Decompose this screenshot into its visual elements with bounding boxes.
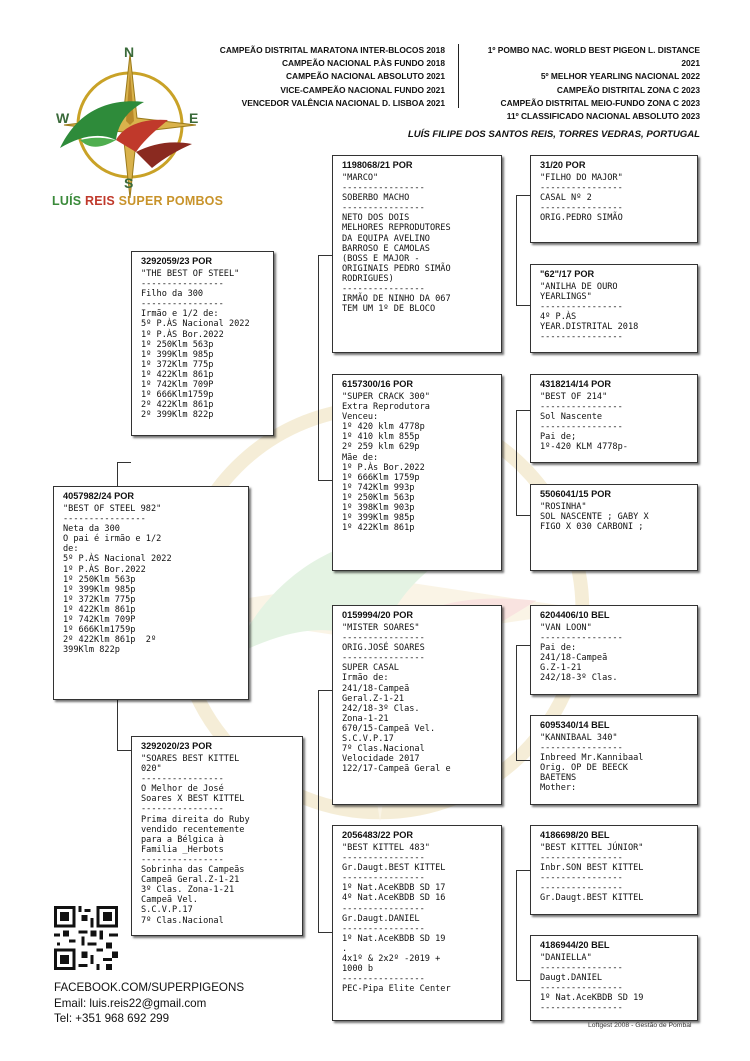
email-link[interactable]: Email: luis.reis22@gmail.com: [54, 996, 207, 1010]
card-line: ----------------: [141, 774, 224, 785]
compass-letter-n: N: [124, 44, 135, 60]
card-line: "SUPER CRACK 300": [342, 392, 430, 402]
title-left-5: VENCEDOR VALÊNCIA NACIONAL D. LISBOA 2021: [241, 97, 445, 108]
brand-name: [52, 194, 223, 208]
title-left-2: CAMPEÃO NACIONAL P.ÀS FUNDO 2018: [281, 58, 445, 69]
card-line: "BEST KITTEL 483": [342, 843, 430, 853]
footer-credit: Loftgest 2008 - Gestão de Pombal: [588, 1022, 692, 1029]
compass-letter-w: W: [56, 110, 70, 126]
card-line: 1º 399Klm 985p: [63, 584, 136, 595]
card-line: "FILHO DO MAJOR": [540, 173, 623, 183]
ring-number: "62"/17 POR: [540, 269, 595, 279]
brand-word-2: REIS: [84, 194, 115, 208]
card-ssd: [530, 264, 698, 353]
card-line: 1º 372Klm 775p: [63, 594, 136, 605]
card-line: ----------------: [141, 804, 224, 815]
card-dam-sire: [332, 605, 502, 805]
card-line: 1º 742Klm 709P: [63, 615, 136, 626]
compass-letter-s: S: [124, 175, 134, 191]
card-line: 241/18-Campeã: [342, 683, 410, 694]
card-line: S.C.V.P.17: [141, 905, 193, 916]
card-line: ----------------: [540, 332, 623, 343]
qr-code-icon: [54, 906, 118, 970]
card-line: ----------------: [141, 299, 224, 310]
card-line: "SOARES BEST KITTEL: [141, 754, 240, 764]
card-line: ----------------: [342, 903, 425, 914]
card-line: ----------------: [342, 974, 425, 985]
card-line: ORIGINAIS PEDRO SIMÃO: [342, 263, 451, 274]
titles-left: [210, 44, 445, 110]
contact-block: [54, 980, 244, 1027]
card-line: 1º P.ÀS Bor.2022: [63, 564, 146, 575]
card-dam-dam: [332, 825, 502, 1021]
title-right-2: 5º MELHOR YEARLING NACIONAL 2022: [540, 71, 700, 82]
card-line: 2º 399Klm 822p: [141, 410, 214, 421]
card-line: ORIG.PEDRO SIMÃO: [540, 213, 623, 224]
connector: [516, 195, 530, 196]
card-line: 1º 666Klm1759p: [141, 390, 214, 401]
card-line: Familia _Herbots: [141, 844, 224, 855]
titles-divider: [458, 44, 459, 108]
card-line: 7º Clas.Nacional: [141, 915, 224, 926]
card-line: 1º 250Klm 563p: [63, 574, 136, 585]
card-line: Soares X BEST KITTEL: [141, 794, 245, 805]
card-line: ----------------: [540, 743, 623, 754]
card-line: "ANILHA DE OURO: [540, 282, 618, 292]
card-line: Neta da 300: [63, 524, 120, 535]
card-line: 4x1º & 2x2º -2019 +: [342, 954, 441, 965]
ring-number: 6157300/16 POR: [342, 379, 414, 389]
card-line: ----------------: [540, 203, 623, 214]
card-line: para a Bélgica à: [141, 834, 224, 845]
connector: [516, 305, 530, 306]
card-line: Gr.Daugt.BEST KITTEL: [342, 863, 446, 874]
connector: [318, 480, 332, 481]
connector: [318, 255, 319, 480]
card-line: RODRIGUES): [342, 273, 394, 284]
card-line: 1º Nat.AceKBDB SD 17: [342, 883, 446, 894]
card-line: O pai é irmão e 1/2: [63, 534, 162, 545]
card-line: 1º 372Klm 775p: [141, 359, 214, 370]
card-line: 1º 742Klm 993p: [342, 482, 415, 493]
card-line: ----------------: [540, 633, 623, 644]
facebook-link[interactable]: FACEBOOK.COM/SUPERPIGEONS: [54, 981, 245, 994]
card-line: BAETENS: [540, 773, 577, 784]
card-sire-dam: [332, 374, 502, 571]
card-line: 670/15-Campeã Vel.: [342, 723, 436, 734]
card-line: ----------------: [540, 1003, 623, 1014]
card-line: ----------------: [342, 633, 425, 644]
card-line: S.C.V.P.17: [342, 734, 394, 745]
card-line: DA EQUIPA AVELINO: [342, 233, 430, 244]
connector: [516, 760, 530, 761]
card-line: 1º 666Klm 1759p: [342, 472, 420, 483]
card-line: ----------------: [342, 284, 425, 295]
card-sdd: [530, 484, 698, 571]
card-line: Venceu:: [342, 412, 379, 423]
card-line: Mãe de:: [342, 452, 379, 463]
card-line: Geral.Z-1-21: [342, 693, 405, 704]
card-ddd: [530, 935, 698, 1021]
card-line: SUPER CASAL: [342, 663, 399, 674]
card-line: CASAL Nº 2: [540, 193, 592, 204]
card-line: 1º P.Às Bor.2022: [342, 462, 425, 473]
card-line: 4º Nat.AceKBDB SD 16: [342, 893, 446, 904]
card-line: ----------------: [540, 183, 623, 194]
card-line: IRMÃO DE NINHO DA 067: [342, 294, 451, 305]
card-line: "THE BEST OF STEEL": [141, 269, 240, 279]
connector: [318, 690, 319, 932]
card-line: 5º P.ÀS Nacional 2022: [141, 319, 250, 330]
connector: [516, 410, 517, 515]
connector: [516, 515, 530, 516]
ring-number: 3292059/23 POR: [141, 256, 213, 266]
title-left-4: VICE-CAMPEÃO NACIONAL FUNDO 2021: [280, 84, 445, 95]
connector: [117, 462, 131, 463]
card-line: 2º 422Klm 861p: [141, 400, 214, 411]
ring-number: 6204406/10 BEL: [540, 610, 610, 620]
card-line: 1º Nat.AceKBDB SD 19: [342, 933, 446, 944]
card-line: .: [342, 943, 348, 954]
brand-word-1: LUÍS: [52, 194, 82, 208]
card-line: ----------------: [540, 402, 623, 413]
card-line: YEAR.DISTRITAL 2018: [540, 322, 639, 333]
card-subject: [53, 486, 249, 700]
card-line: Zona-1-21: [342, 713, 389, 724]
card-line: Campeã Geral.Z-1-21: [141, 875, 240, 886]
card-line: ----------------: [342, 183, 425, 194]
card-line: Irmão e 1/2 de:: [141, 309, 219, 320]
connector: [516, 870, 530, 871]
ring-number: 31/20 POR: [540, 160, 586, 170]
card-line: BARROSO E CAMOLAS: [342, 243, 430, 254]
title-right-4: CAMPEÃO DISTRITAL MEIO-FUNDO ZONA C 2023: [500, 97, 700, 108]
card-line: "MISTER SOARES": [342, 623, 420, 633]
card-line: PEC-Pipa Elite Center: [342, 984, 451, 995]
card-line: Velocidade 2017: [342, 754, 420, 765]
card-line: ----------------: [141, 854, 224, 865]
card-line: 399Klm 822p: [63, 645, 120, 656]
card-line: 242/18-3º Clas.: [540, 673, 618, 684]
card-line: 1º 399Klm 985p: [141, 349, 214, 360]
title-left-3: CAMPEÃO NACIONAL ABSOLUTO 2021: [286, 71, 445, 82]
card-line: ----------------: [540, 422, 623, 433]
card-line: 1º 742Klm 709P: [141, 380, 214, 391]
card-line: 1º 422Klm 861p: [342, 523, 415, 534]
card-line: 5º P.ÀS Nacional 2022: [63, 554, 172, 565]
connector: [516, 410, 530, 411]
card-line: 1º 422Klm 861p: [141, 369, 214, 380]
card-line: O Melhor de José: [141, 784, 224, 795]
title-left-1: CAMPEÃO DISTRITAL MARATONA INTER-BLOCOS 2018: [219, 45, 445, 55]
card-line: 242/18-3º Clas.: [342, 703, 420, 714]
card-line: G.Z-1-21: [540, 663, 582, 674]
card-line: ----------------: [342, 653, 425, 664]
connector: [318, 932, 332, 933]
card-line: 4º P.ÀS: [540, 312, 577, 323]
card-line: Pai de;: [540, 432, 577, 443]
card-sds: [530, 374, 698, 463]
card-line: Irmão de:: [342, 673, 389, 684]
connector: [516, 645, 530, 646]
card-sire-sire: [332, 155, 502, 353]
connector: [516, 645, 517, 760]
title-right-1: 1º POMBO NAC. WORLD BEST PIGEON L. DISTANCE 2021: [487, 45, 700, 69]
card-dsd: [530, 715, 698, 805]
card-line: de:: [63, 544, 79, 555]
card-line: ----------------: [342, 203, 425, 214]
card-line: Gr.Daugt.DANIEL: [342, 913, 420, 924]
card-line: NETO DOS DOIS: [342, 213, 410, 224]
card-line: Campeã Vel.: [141, 895, 198, 906]
card-line: ----------------: [540, 963, 623, 974]
card-line: Extra Reprodutora: [342, 402, 430, 413]
card-line: 1º 666Klm1759p: [63, 625, 136, 636]
card-dds: [530, 825, 698, 915]
card-dss: [530, 605, 698, 695]
connector: [516, 195, 517, 305]
card-line: Sobrinha das Campeãs: [141, 865, 245, 876]
card-line: "MARCO": [342, 173, 379, 183]
card-line: 1º Nat.AceKBDB SD 19: [540, 993, 644, 1004]
card-line: Pai de:: [540, 643, 577, 654]
connector: [516, 870, 517, 980]
card-line: 1º 420 klm 4778p: [342, 422, 425, 433]
card-sire: [131, 251, 274, 436]
card-line: 1º 398Klm 903p: [342, 503, 415, 514]
card-line: ----------------: [540, 873, 623, 884]
ring-number: 3292020/23 POR: [141, 741, 213, 751]
card-line: Daugt.DANIEL: [540, 973, 603, 984]
card-line: Inbr.SON BEST KITTEL: [540, 863, 644, 874]
card-line: "BEST KITTEL JÚNIOR": [540, 843, 644, 853]
card-line: 3º Clas. Zona-1-21: [141, 885, 235, 896]
titles-right: [470, 44, 700, 123]
card-line: "VAN LOON": [540, 623, 592, 633]
title-right-3: CAMPEÃO DISTRITAL ZONA C 2023: [556, 84, 700, 95]
card-line: 1000 b: [342, 964, 374, 975]
card-line: (BOSS E MAJOR -: [342, 253, 420, 264]
card-dam: [131, 736, 303, 936]
card-line: "BEST OF 214": [540, 392, 608, 402]
card-sss: [530, 155, 698, 243]
card-line: FIGO X 030 CARBONI ;: [540, 522, 644, 533]
card-line: MELHORES REPRODUTORES: [342, 223, 451, 234]
card-line: ----------------: [540, 983, 623, 994]
card-line: 1º-420 KLM 4778p-: [540, 442, 628, 453]
card-line: 1º 250Klm 563p: [141, 339, 214, 350]
card-line: SOBERBO MACHO: [342, 193, 410, 204]
card-line: ----------------: [141, 279, 224, 290]
card-line: Prima direita do Ruby: [141, 814, 250, 825]
card-line: ----------------: [342, 873, 425, 884]
card-line: "BEST OF STEEL 982": [63, 504, 162, 514]
connector: [318, 690, 332, 691]
card-line: vendido recentemente: [141, 824, 245, 835]
ring-number: 4186944/20 BEL: [540, 940, 610, 950]
phone-number: Tel: +351 968 692 299: [54, 1012, 170, 1025]
compass-letter-e: E: [189, 110, 199, 126]
card-line: 2º 422Klm 861p 2º: [63, 635, 157, 646]
ring-number: 4186698/20 BEL: [540, 830, 610, 840]
ring-number: 0159994/20 POR: [342, 610, 414, 620]
connector: [117, 750, 131, 751]
ring-number: 1198068/21 POR: [342, 160, 413, 170]
card-line: 7º Clas.Nacional: [342, 744, 425, 755]
card-line: Sol Nascente: [540, 412, 603, 423]
ring-number: 2056483/22 POR: [342, 830, 414, 840]
card-line: 1º 410 klm 855p: [342, 432, 420, 443]
ring-number: 4057982/24 POR: [63, 491, 135, 501]
ring-number: 5506041/15 POR: [540, 489, 612, 499]
card-line: 020": [141, 764, 162, 775]
card-line: "ROSINHA": [540, 502, 587, 512]
owner-name: LUÍS FILIPE DOS SANTOS REIS, TORRES VEDRAS, PORTUGAL: [407, 129, 700, 140]
card-line: "KANNIBAAL 340": [540, 733, 618, 743]
ring-number: 4318214/14 POR: [540, 379, 612, 389]
card-line: ----------------: [540, 883, 623, 894]
card-line: 1º 422Klm 861p: [63, 604, 136, 615]
card-line: ----------------: [342, 923, 425, 934]
card-line: Mother:: [540, 783, 577, 794]
card-line: 1º 250Klm 563p: [342, 492, 415, 503]
card-line: "DANIELLA": [540, 953, 592, 963]
card-line: 122/17-Campeã Geral e: [342, 764, 451, 775]
card-line: 2º 259 klm 629p: [342, 442, 420, 453]
card-line: ----------------: [540, 302, 623, 313]
connector: [318, 255, 332, 256]
ring-number: 6095340/14 BEL: [540, 720, 610, 730]
card-line: ----------------: [540, 853, 623, 864]
card-line: Orig. OP DE BEECK: [540, 763, 628, 774]
card-line: ORIG.JOSÉ SOARES: [342, 643, 425, 654]
card-line: 1º P.ÀS Bor.2022: [141, 329, 224, 340]
card-line: YEARLINGS": [540, 292, 592, 303]
brand-word-3: SUPER POMBOS: [118, 194, 224, 208]
card-line: Inbreed Mr.Kannibaal: [540, 753, 644, 764]
connector: [516, 980, 530, 981]
card-line: ----------------: [342, 853, 425, 864]
card-line: SOL NASCENTE ; GABY X: [540, 512, 649, 523]
card-line: TEM UM 1º DE BLOCO: [342, 304, 436, 315]
card-line: Filho da 300: [141, 289, 204, 300]
card-line: Gr.Daugt.BEST KITTEL: [540, 893, 644, 904]
card-line: ----------------: [63, 514, 146, 525]
card-line: 241/18-Campeã: [540, 653, 608, 664]
card-line: 1º 399Klm 985p: [342, 513, 415, 524]
title-right-5: 11º CLASSIFICADO NACIONAL ABSOLUTO 2023: [506, 111, 700, 122]
